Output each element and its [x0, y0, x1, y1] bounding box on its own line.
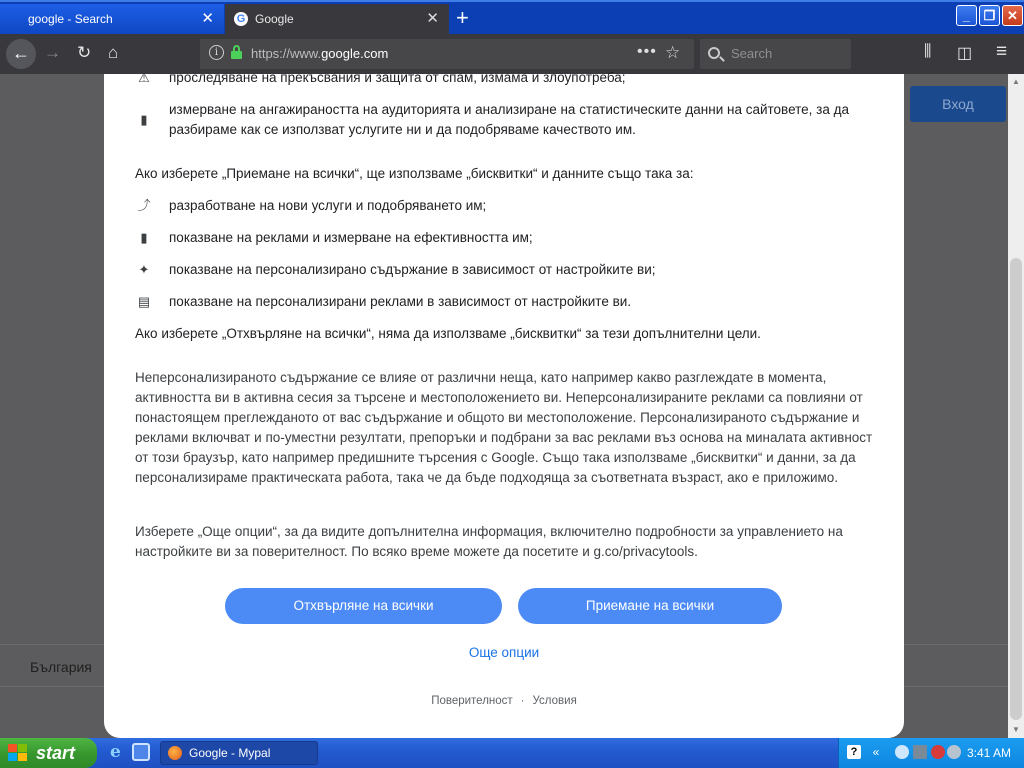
sparkle-icon: ✦ — [138, 262, 150, 277]
security-shield-icon[interactable] — [931, 745, 945, 759]
site-info-icon[interactable]: i — [209, 45, 224, 60]
taskbar-window-button[interactable] — [160, 741, 318, 765]
tab-strip — [0, 0, 1024, 34]
search-placeholder: Search — [731, 46, 773, 61]
back-arrow-icon[interactable]: ← — [6, 39, 36, 69]
forward-arrow-icon[interactable]: → — [44, 43, 61, 62]
network-icon[interactable] — [895, 745, 909, 759]
reject-all-button[interactable]: Отхвърляне на всички — [225, 588, 502, 624]
separator: · — [520, 695, 525, 707]
tab-google-search[interactable] — [0, 4, 224, 34]
more-options-link[interactable]: Още опции — [468, 645, 540, 660]
cookie-consent-dialog: ⚠ проследяване на прекъсвания и защита от спам, измама и злоупотреба; ▮ измерване на ангажираността на аудиторията и анализиране на статистическите данни на сайтовете, за да разбираме как се използват услугите ни и да подобряваме качеството им. Ако изберете „Приемане на всички“, ще използваме „бисквитки“ и данните също така за: ⤴ разработване на нови услуги и подобряването им; ▮ показване на реклами и измерване на ефективността им; ✦ показване на персонализирано съдържание в зависимост от настройките ви; ▤ показване на персонализирани реклами в зависимост от настройките ви. Ако изберете „Отхвърляне на всички“, няма да използваме „бисквитки“ за тези допълнителни цели. Неперсонализираното съдържание се влияе от различни неща, като например какво разглеждате в момента, активността ви в активна сесия за търсене и местоположението ви. Неперсонализираните реклами са повлияни от понастоящем преглежданото от вас съдържание и общото ви местоположение. Персонализираното съдържание и реклами включват и по-уместни резултати, препоръки и подбрани за вас реклами въз основа на миналата активност от този браузър, като например предишните търсения с Google. Също така използваме „бисквитки“ и данни, за да персонализираме практическата работа, така че да бъде подходяща за съответната възраст, ако е приложимо. Изберете „Още опции“, за да видите допълнителна информация, включително подробности за управлението на настройките ви за поверителност. По всяко време можете да посетите и g.co/privacytools. Отхвърляне на всички Приемане на всички Още опции Поверителност · Условия — [104, 74, 904, 738]
close-tab-icon[interactable]: ✕ — [201, 10, 214, 27]
accept-all-button[interactable]: Приемане на всички — [518, 588, 782, 624]
minimize-window-button[interactable]: _ — [956, 5, 977, 26]
more-info-paragraph: Изберете „Още опции“, за да видите допълнителна информация, включително подробности за управлението на настройките ви за поверителност. По всяко време можете да посетите и g.co/privacytools. — [135, 524, 843, 559]
taskbar — [0, 738, 1024, 768]
start-button[interactable] — [0, 738, 97, 768]
padlock-icon[interactable] — [231, 45, 242, 59]
volume-icon[interactable] — [913, 745, 927, 759]
show-desktop-icon[interactable] — [132, 743, 150, 761]
tab-label: google - Search — [28, 12, 113, 26]
expand-tray-chevron-icon[interactable]: « — [872, 745, 880, 759]
search-box[interactable] — [700, 39, 851, 69]
accept-intro: Ако изберете „Приемане на всички“, ще използваме „бисквитки“ и данните също така за: — [135, 166, 694, 181]
bar-chart-icon: ▮ — [140, 112, 148, 127]
system-tray — [838, 738, 1024, 768]
mypal-browser-icon — [168, 746, 182, 760]
url-text[interactable]: https://www.google.com — [251, 46, 389, 61]
trending-icon: ⤴ — [137, 198, 151, 213]
tab-google[interactable] — [225, 4, 449, 34]
sign-in-button[interactable]: Вход — [910, 86, 1006, 122]
clock[interactable]: 3:41 AM — [967, 746, 1012, 760]
start-label: start — [36, 743, 76, 763]
reject-note: Ако изберете „Отхвърляне на всички“, няма да използваме „бисквитки“ за тези допълнителни цели. — [135, 326, 761, 341]
tray-app-icon[interactable] — [947, 745, 961, 759]
info-paragraph: Неперсонализираното съдържание се влияе от различни неща, като например какво разглеждате в момента, активността ви в активна сесия за търсене и местоположението ви. Неперсонализираните реклами са повлияни от понастоящем преглежданото от вас съдържание и общото ви местоположение. Персонализираното съдържание и реклами включват и по-уместни резултати, препоръки и подбрани за вас реклами въз основа на миналата активност от този браузър, като например предишните търсения с Google. Също така използваме „бисквитки“ и данни, за да персонализираме практическата работа, така че да бъде подходяща за съответната възраст, ако е приложимо. — [135, 370, 873, 485]
reload-icon[interactable]: ↻ — [77, 43, 92, 62]
vertical-scrollbar[interactable] — [1008, 74, 1024, 738]
terms-link[interactable]: Условия — [532, 695, 577, 707]
maximize-window-button[interactable]: ❐ — [979, 5, 1000, 26]
page-actions-icon[interactable]: ••• — [637, 43, 657, 60]
taskbar-window-label: Google - Mypal — [189, 746, 271, 760]
footer-country: България — [30, 659, 92, 675]
internet-explorer-icon[interactable]: e — [110, 742, 121, 762]
ad-icon: ▤ — [137, 294, 151, 309]
search-icon — [708, 47, 720, 59]
hamburger-menu-icon[interactable]: ≡ — [996, 41, 1008, 62]
privacy-link[interactable]: Поверителност — [431, 695, 513, 707]
tab-label: Google — [255, 12, 294, 26]
dialog-footer — [104, 695, 904, 707]
google-favicon-icon: G — [234, 12, 248, 26]
close-tab-icon[interactable]: ✕ — [426, 10, 439, 27]
warning-icon: ⚠ — [138, 70, 150, 85]
new-tab-plus-icon[interactable]: + — [456, 5, 469, 30]
scroll-thumb[interactable] — [1010, 258, 1022, 720]
bar-chart-icon: ▮ — [140, 230, 148, 245]
address-bar[interactable] — [200, 39, 694, 69]
windows-flag-icon — [8, 744, 28, 762]
library-icon[interactable]: ⫼ — [924, 43, 932, 60]
help-icon[interactable]: ? — [847, 745, 861, 759]
scroll-up-arrow-icon[interactable]: ▲ — [1012, 77, 1020, 86]
sidebar-icon[interactable]: ◫ — [957, 45, 973, 62]
bookmark-star-icon[interactable]: ☆ — [665, 43, 681, 62]
scroll-down-arrow-icon[interactable]: ▼ — [1012, 725, 1020, 734]
home-icon[interactable]: ⌂ — [108, 43, 119, 62]
close-window-button[interactable]: ✕ — [1002, 5, 1023, 26]
